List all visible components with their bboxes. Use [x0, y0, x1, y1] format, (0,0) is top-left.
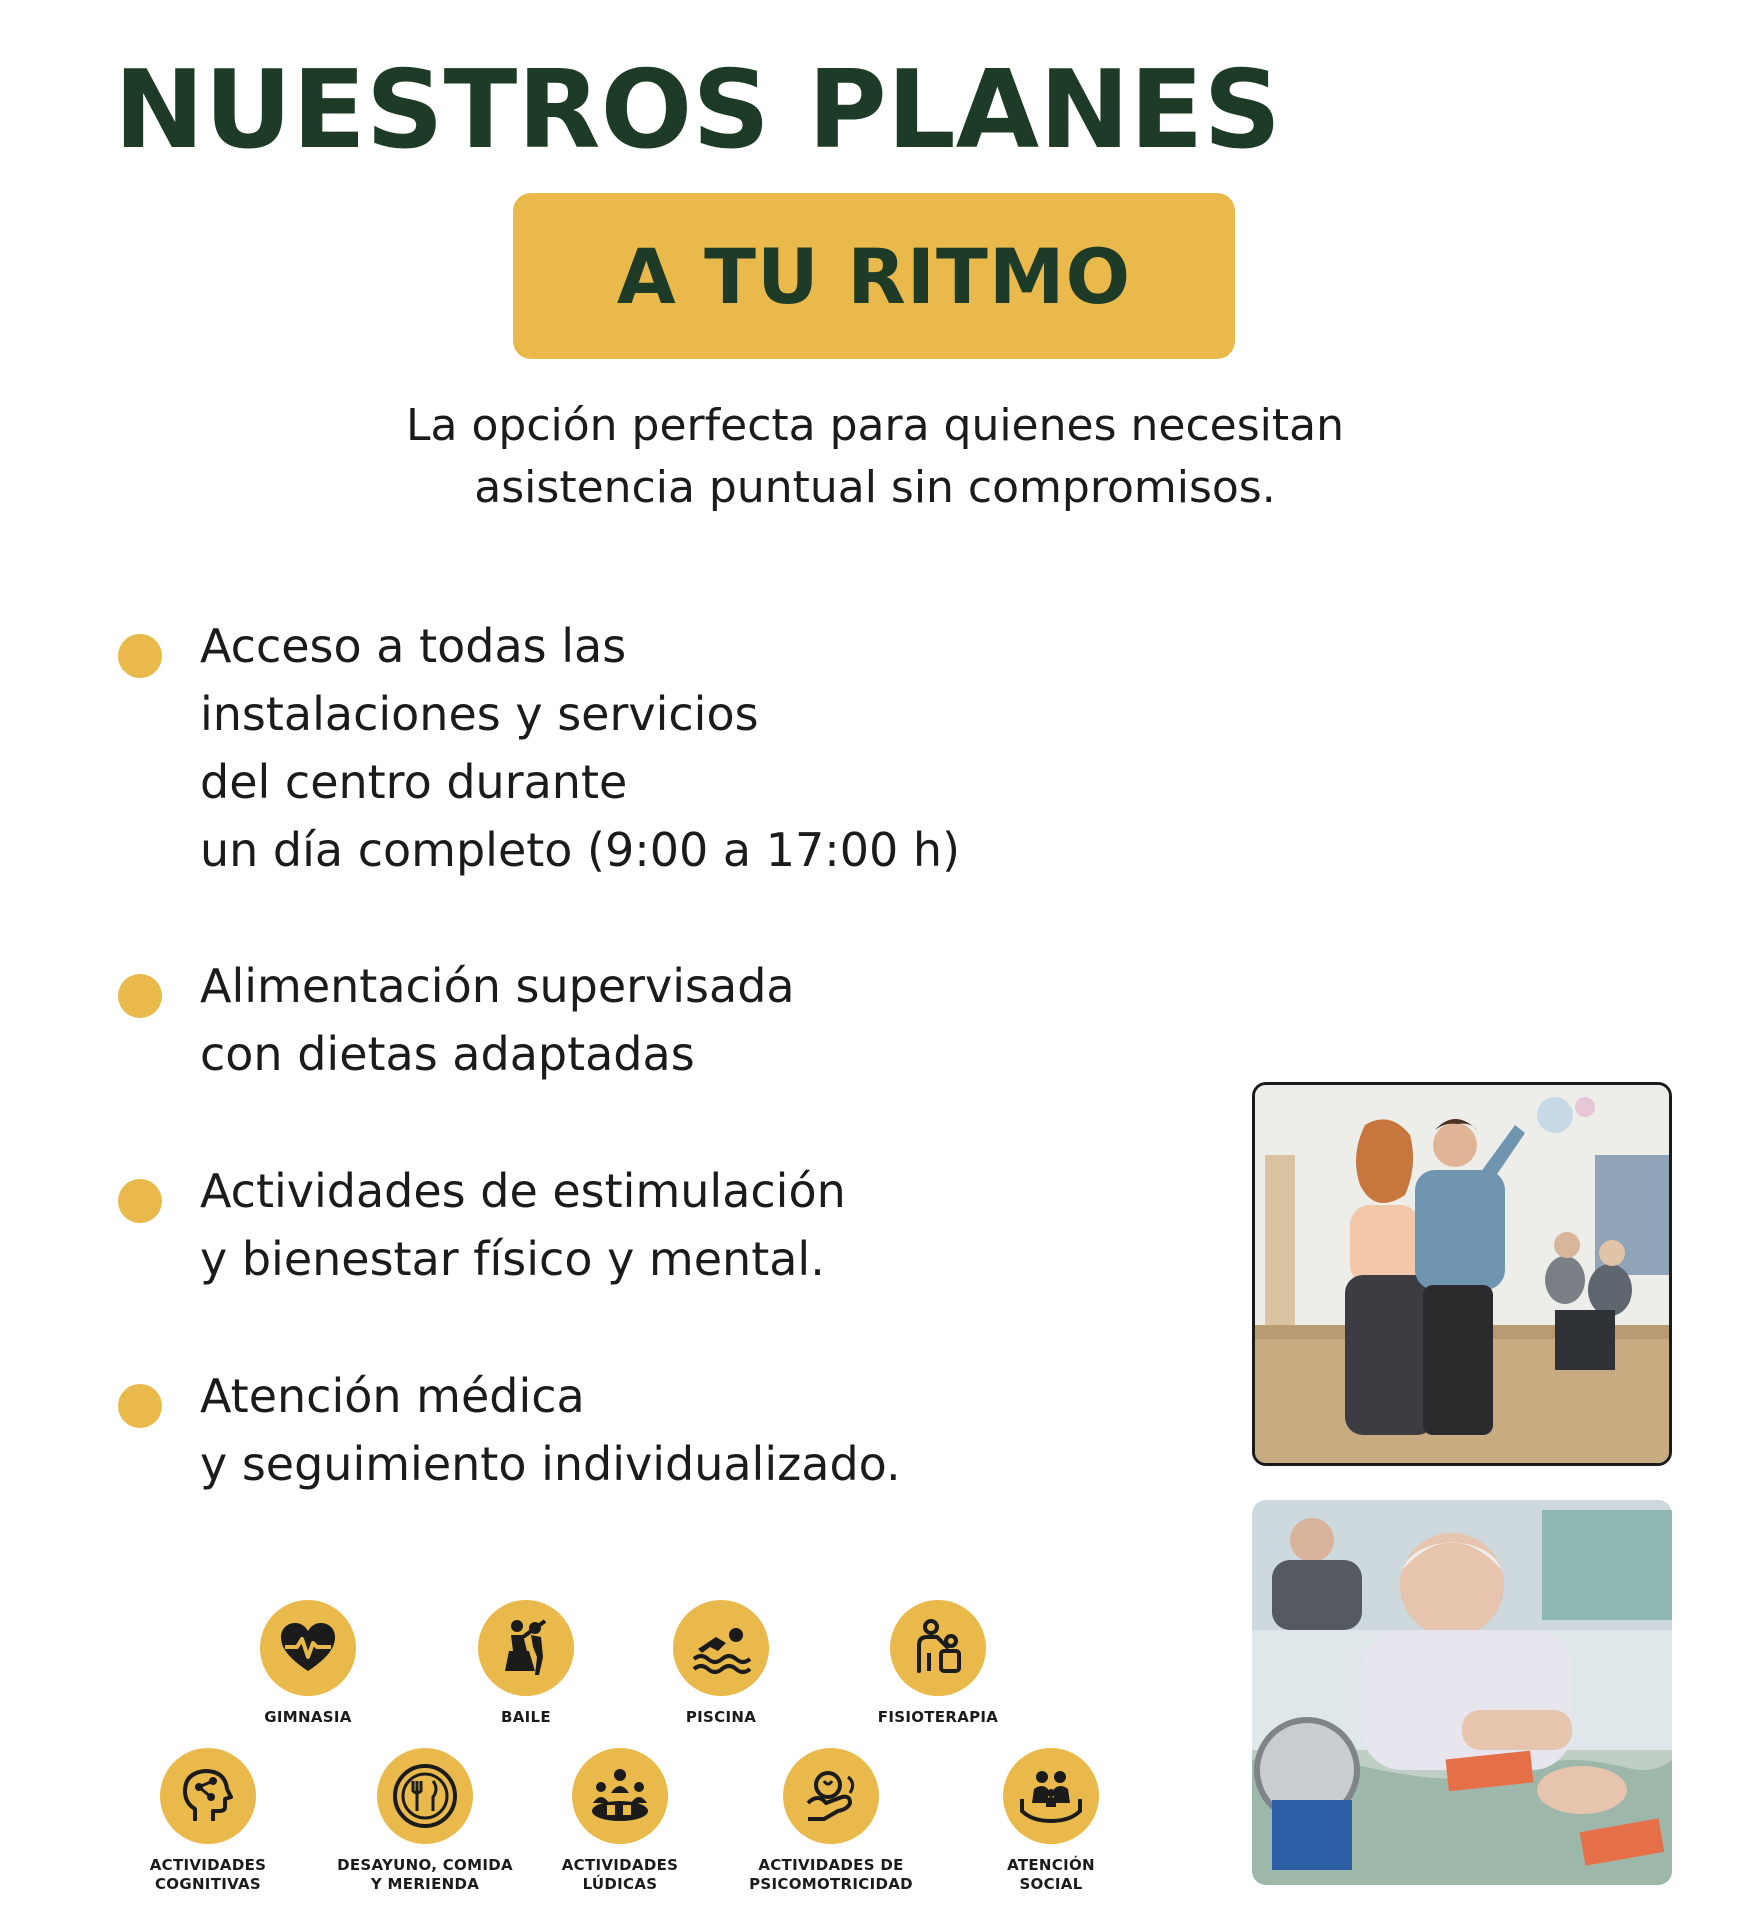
photo-dancing-image [1255, 1085, 1669, 1463]
service-label-line: GIMNASIA [264, 1708, 352, 1726]
service-label-line: DESAYUNO, COMIDA [337, 1856, 513, 1874]
service-label-line: COGNITIVAS [154, 1875, 262, 1893]
service-label [951, 1856, 1151, 1894]
service-label-line: ACTIVIDADES [561, 1856, 679, 1874]
bullet-dot-icon [118, 1384, 162, 1428]
feature-line: Actividades de estimulación [200, 1164, 846, 1218]
service-actividades-ludicas [520, 1748, 720, 1894]
service-label [621, 1708, 821, 1727]
intro-line-2: asistencia puntual sin compromisos. [474, 462, 1276, 513]
feature-line: con dietas adaptadas [200, 1027, 695, 1081]
feature-text [200, 1362, 901, 1498]
feature-text [200, 952, 795, 1088]
service-label-line: LÚDICAS [582, 1875, 658, 1893]
service-label-line: FISIOTERAPIA [877, 1708, 999, 1726]
service-label-line: ATENCIÓN [1007, 1856, 1095, 1874]
feature-line: instalaciones y servicios [200, 687, 759, 741]
service-baile [426, 1600, 626, 1727]
plan-intro [250, 395, 1500, 519]
plate-cutlery-icon [377, 1748, 473, 1844]
hand-ball-icon [783, 1748, 879, 1844]
bullet-dot-icon [118, 974, 162, 1018]
service-label-line: PISCINA [685, 1708, 757, 1726]
intro-line-1: La opción perfecta para quienes necesitan [406, 400, 1344, 451]
family-care-icon [1003, 1748, 1099, 1844]
service-label [520, 1856, 720, 1894]
bullet-dot-icon [118, 1179, 162, 1223]
brain-head-icon [160, 1748, 256, 1844]
service-label-line: SOCIAL [1019, 1875, 1083, 1893]
service-label-line: ACTIVIDADES DE [758, 1856, 904, 1874]
service-psicomotricidad [731, 1748, 931, 1894]
service-label [325, 1856, 525, 1894]
feature-line: y seguimiento individualizado. [200, 1437, 901, 1491]
service-gimnasia [208, 1600, 408, 1727]
service-actividades-cognitivas [108, 1748, 308, 1894]
service-label [731, 1856, 931, 1894]
service-label-line: Y MERIENDA [370, 1875, 480, 1893]
feature-text [200, 612, 960, 884]
service-label [426, 1708, 626, 1727]
photo-bingo [1252, 1500, 1672, 1885]
service-piscina [621, 1600, 821, 1727]
service-label [208, 1708, 408, 1727]
photo-bingo-image [1252, 1500, 1672, 1885]
feature-line: del centro durante [200, 755, 628, 809]
service-label-line: ACTIVIDADES [149, 1856, 267, 1874]
dancing-couple-icon [478, 1600, 574, 1696]
swimmer-icon [673, 1600, 769, 1696]
feature-text [200, 1157, 846, 1293]
physiotherapy-icon [890, 1600, 986, 1696]
plan-name-badge [513, 193, 1235, 359]
feature-line: un día completo (9:00 a 17:00 h) [200, 823, 961, 877]
service-label [838, 1708, 1038, 1727]
service-fisioterapia [838, 1600, 1038, 1727]
service-label-line: PSICOMOTRICIDAD [749, 1875, 913, 1893]
feature-line: y bienestar físico y mental. [200, 1232, 825, 1286]
photo-dancing [1252, 1082, 1672, 1466]
feature-line: Acceso a todas las [200, 619, 627, 673]
feature-line: Atención médica [200, 1369, 585, 1423]
heart-pulse-icon [260, 1600, 356, 1696]
service-desayuno-comida-merienda [325, 1748, 525, 1894]
page-title: NUESTROS PLANES [114, 48, 1282, 173]
group-cards-icon [572, 1748, 668, 1844]
service-label-line: BAILE [501, 1708, 551, 1726]
plan-name: A TU RITMO [616, 231, 1132, 321]
feature-line: Alimentación supervisada [200, 959, 795, 1013]
service-label [108, 1856, 308, 1894]
service-atencion-social [951, 1748, 1151, 1894]
bullet-dot-icon [118, 634, 162, 678]
